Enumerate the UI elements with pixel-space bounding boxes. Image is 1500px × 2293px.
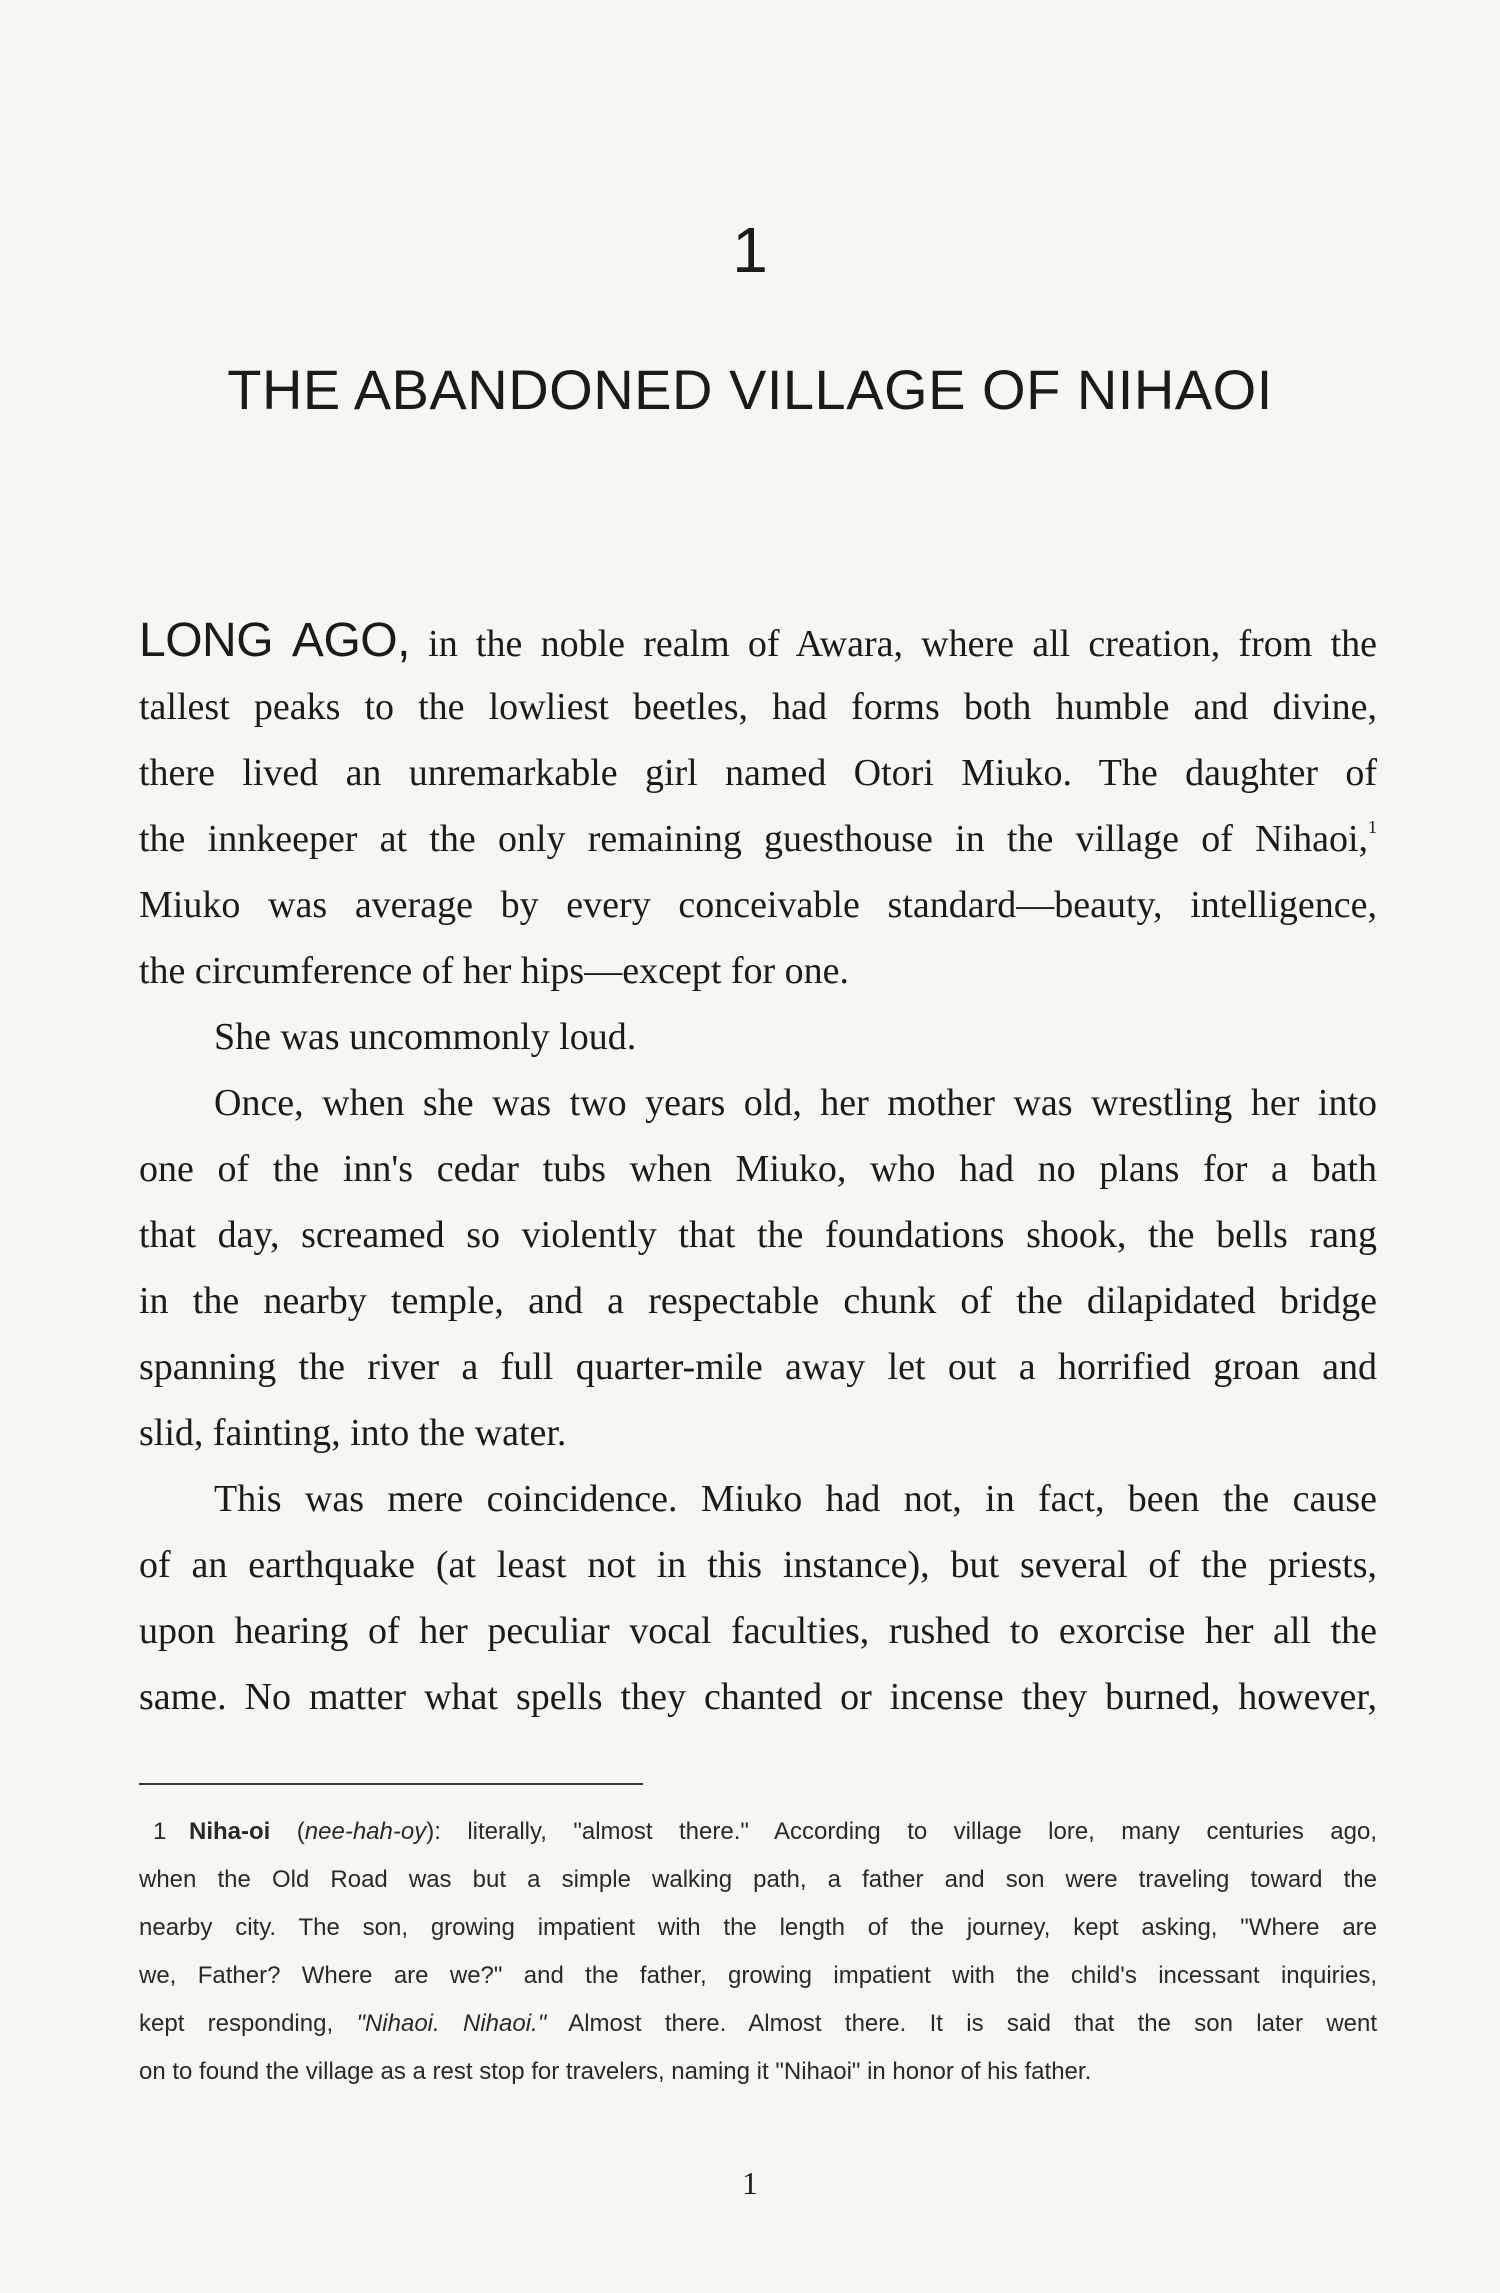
paragraph-line: LONG AGO, in the noble realm of Awara, where all creation, from the bbox=[139, 614, 1377, 667]
chapter-title: THE ABANDONED VILLAGE OF NIHAOI bbox=[227, 358, 1273, 421]
page-number: 1 bbox=[742, 2165, 758, 2201]
footnote bbox=[139, 1808, 1377, 2096]
paragraph-line: slid, fainting, into the water. bbox=[139, 1412, 567, 1454]
footnote-marker[interactable]: 1 bbox=[1368, 817, 1377, 837]
footnote-pronunciation: nee-hah-oy bbox=[304, 1818, 427, 1845]
footnote-line: when the Old Road was but a simple walking path, a father and son were traveling toward the bbox=[139, 1866, 1377, 1893]
paragraph-line: the innkeeper at the only remaining guesthouse in the village of Nihaoi,$^1$ bbox=[139, 817, 1377, 860]
paragraph-line: tallest peaks to the lowliest beetles, had forms both humble and divine, bbox=[139, 686, 1377, 728]
paragraph-line: one of the inn's cedar tubs when Miuko, who had no plans for a bath bbox=[139, 1148, 1377, 1190]
footnote-line: we, Father? Where are we?" and the father, growing impatient with the child's incessant inquiries, bbox=[139, 1962, 1377, 1989]
footnote-line: on to found the village as a rest stop for travelers, naming it "Nihaoi" in honor of his father. bbox=[139, 2058, 1092, 2085]
paragraph-line: She was uncommonly loud. bbox=[214, 1016, 637, 1058]
footnote-line: 1 Niha-oi (nee-hah-oy): literally, "almost there." According to village lore, many centuries ago, bbox=[139, 1808, 1377, 1856]
chapter-number: 1 bbox=[732, 214, 768, 286]
paragraph-line: of an earthquake (at least not in this instance), but several of the priests, bbox=[139, 1544, 1377, 1586]
body-text bbox=[139, 608, 1377, 1730]
paragraph-line: Miuko was average by every conceivable standard—beauty, intelligence, bbox=[139, 884, 1377, 926]
paragraph-line: the circumference of her hips—except for one. bbox=[139, 950, 850, 992]
paragraph-line: spanning the river a full quarter-mile away let out a horrified groan and bbox=[139, 1346, 1377, 1388]
footnote-line: nearby city. The son, growing impatient with the length of the journey, kept asking, "Where are bbox=[139, 1914, 1377, 1941]
footnote-line: kept responding, "Nihaoi. Nihaoi." Almost there. Almost there. It is said that the son later went bbox=[139, 2010, 1378, 2037]
footnote-divider bbox=[139, 1783, 643, 1785]
lead-in: LONG AGO, bbox=[139, 614, 410, 667]
footnote-number: 1 bbox=[153, 1818, 167, 1845]
paragraph-line: there lived an unremarkable girl named Otori Miuko. The daughter of bbox=[139, 752, 1377, 794]
footnote-quote: "Nihaoi. Nihaoi." bbox=[356, 2010, 547, 2037]
paragraph-line: upon hearing of her peculiar vocal faculties, rushed to exorcise her all the bbox=[139, 1610, 1377, 1652]
paragraph-line: This was mere coincidence. Miuko had not, in fact, been the cause bbox=[214, 1478, 1377, 1520]
paragraph-line: in the nearby temple, and a respectable chunk of the dilapidated bridge bbox=[139, 1280, 1377, 1322]
paragraph-line: same. No matter what spells they chanted or incense they burned, however, bbox=[139, 1676, 1377, 1718]
paragraph-line: that day, screamed so violently that the foundations shook, the bells rang bbox=[139, 1214, 1377, 1256]
paragraph-line: Once, when she was two years old, her mother was wrestling her into bbox=[214, 1082, 1377, 1124]
footnote-term: Niha-oi bbox=[189, 1818, 271, 1845]
